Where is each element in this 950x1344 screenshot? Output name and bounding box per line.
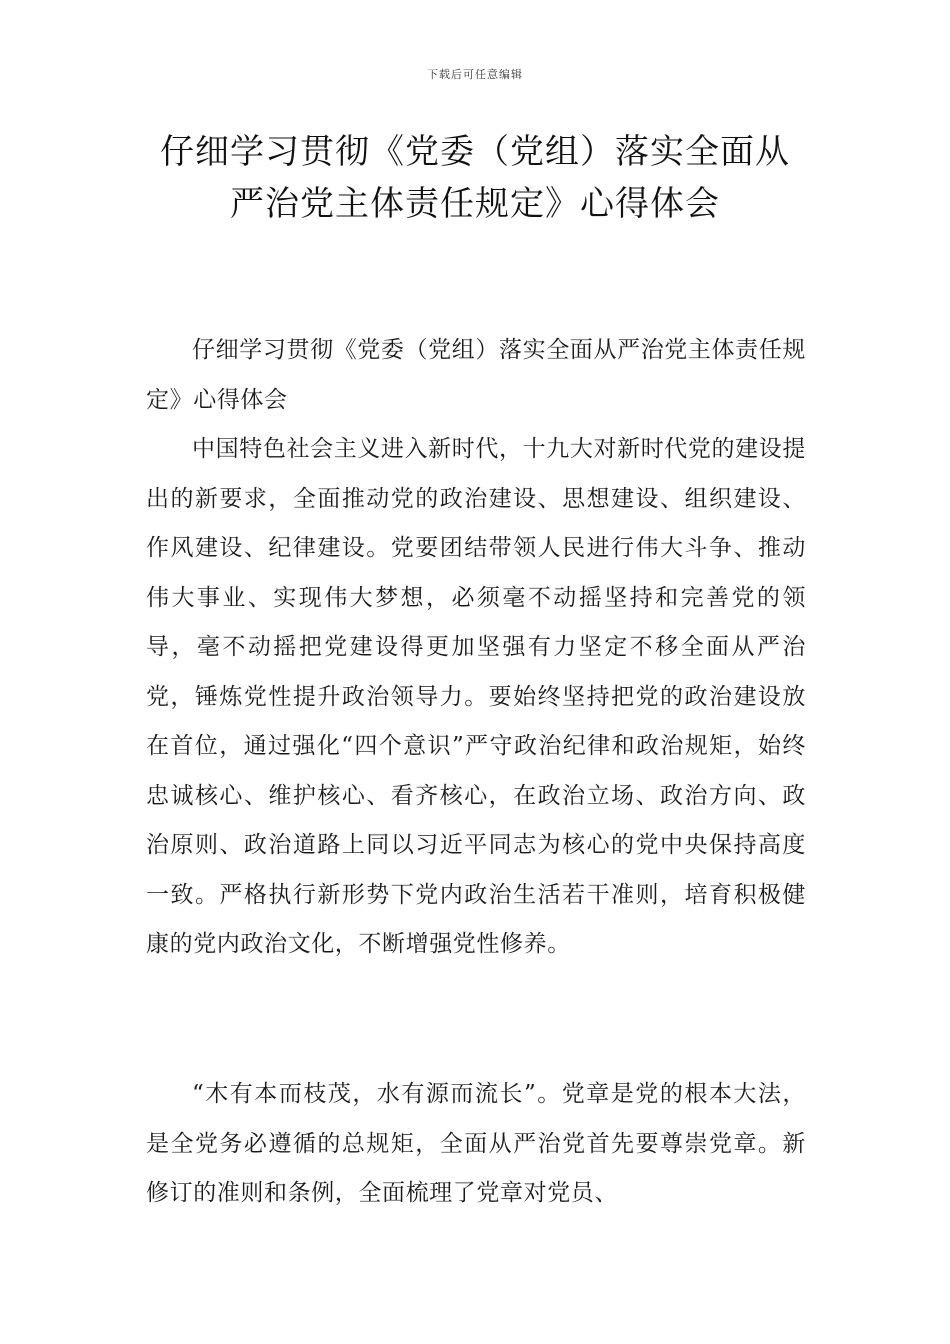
body-block-2 bbox=[146, 1070, 806, 1219]
paragraph-subtitle: 仔细学习贯彻《党委（党组）落实全面从严治党主体责任规定》心得体会 bbox=[146, 337, 806, 413]
title-line-2: 严治党主体责任规定》心得体会 bbox=[230, 184, 720, 224]
document-title bbox=[140, 126, 810, 230]
body-block-1 bbox=[146, 326, 806, 970]
paragraph-party-constitution: “木有本而枝茂，水有源而流长”。党章是党的根本大法，是全党务必遵循的总规矩，全面从严治党首先要尊崇党章。新修订的准则和条例，全面梳理了党章对党员、 bbox=[146, 1081, 806, 1206]
header-note: 下载后可任意编辑 bbox=[427, 68, 523, 81]
title-line-1: 仔细学习贯彻《党委（党组）落实全面从 bbox=[160, 132, 790, 172]
paragraph-main: 中国特色社会主义进入新时代，十九大对新时代党的建设提出的新要求，全面推动党的政治建设、思想建设、组织建设、作风建设、纪律建设。党要团结带领人民进行伟大斗争、推动伟大事业、实现伟大梦想，必须毫不动摇坚持和完善党的领导，毫不动摇把党建设得更加坚强有力坚定不移全面从严治党，锤炼党性提升政治领导力。要始终坚持把党的政治建设放在首位，通过强化“四个意识”严守政治纪律和政治规矩，始终忠诚核心、维护核心、看齐核心，在政治立场、政治方向、政治原则、政治道路上同以习近平同志为核心的党中央保持高度一致。严格执行新形势下党内政治生活若干准则，培育积极健康的党内政治文化，不断增强党性修养。 bbox=[146, 436, 806, 957]
